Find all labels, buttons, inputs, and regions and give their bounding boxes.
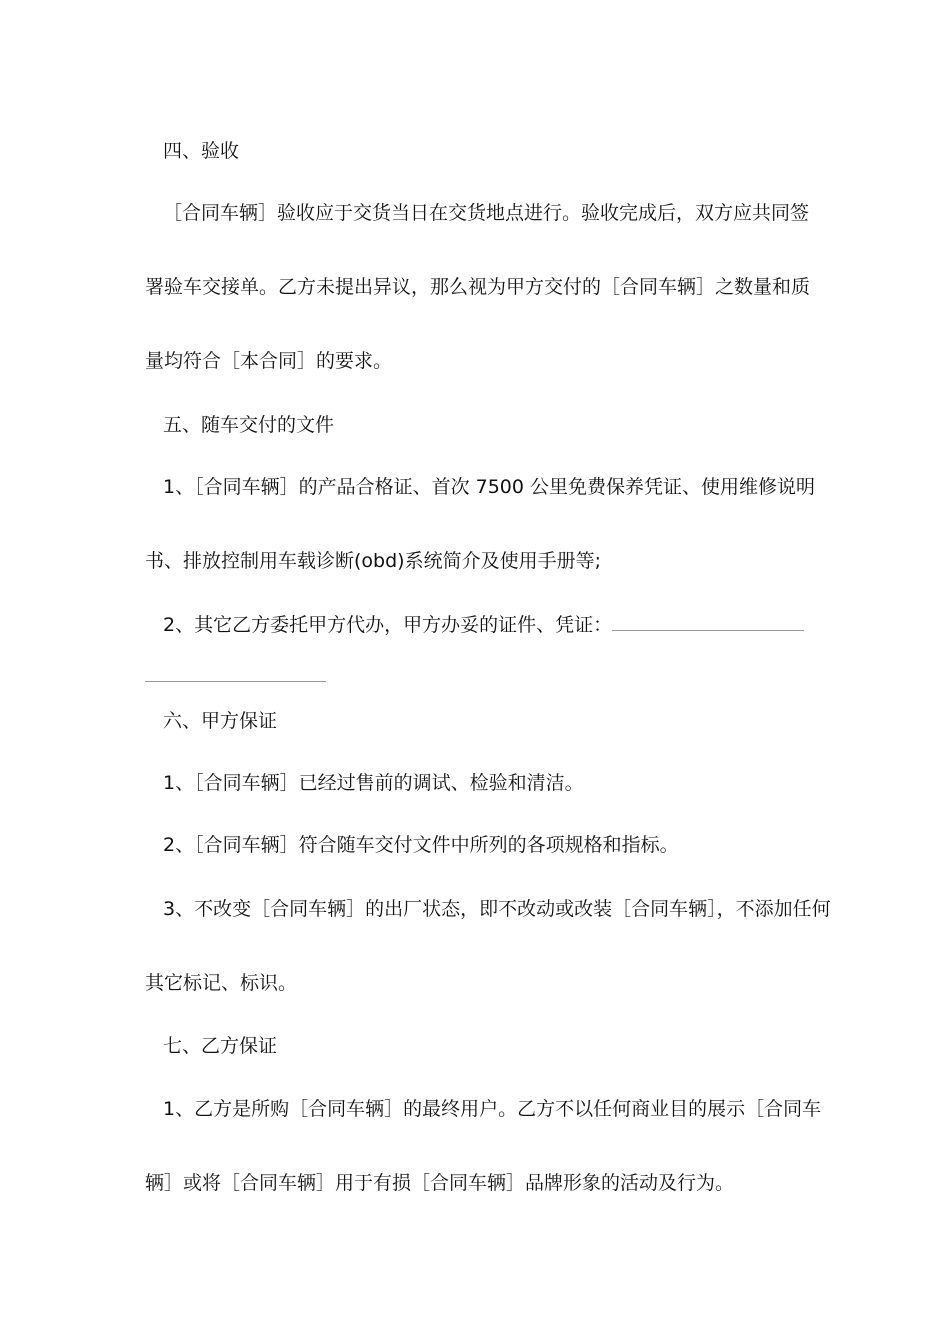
paragraph-line: ［合同车辆］验收应于交货当日在交货地点进行。验收完成后，双方应共同签 — [163, 202, 810, 224]
paragraph-line: 书、排放控制用车载诊断(obd)系统简介及使用手册等; — [145, 550, 601, 572]
section-heading-acceptance: 四、验收 — [163, 140, 240, 162]
fill-in-blank-line — [145, 681, 326, 682]
paragraph-line: 2、其它乙方委托甲方代办，甲方办妥的证件、凭证： — [163, 614, 613, 636]
paragraph-line: 辆］或将［合同车辆］用于有损［合同车辆］品牌形象的活动及行为。 — [145, 1172, 735, 1194]
paragraph-line: 1、乙方是所购［合同车辆］的最终用户。乙方不以任何商业目的展示［合同车 — [163, 1098, 822, 1120]
section-heading-documents: 五、随车交付的文件 — [163, 414, 335, 436]
paragraph-line: 量均符合［本合同］的要求。 — [145, 350, 393, 372]
paragraph-line: 署验车交接单。乙方未提出异议，那么视为甲方交付的［合同车辆］之数量和质 — [145, 276, 811, 298]
fill-in-blank-line — [612, 630, 804, 631]
paragraph-line: 其它标记、标识。 — [145, 972, 298, 994]
paragraph-line: 2、［合同车辆］符合随车交付文件中所列的各项规格和指标。 — [163, 834, 679, 856]
section-heading-party-b-guarantee: 七、乙方保证 — [163, 1035, 278, 1057]
section-heading-party-a-guarantee: 六、甲方保证 — [163, 710, 278, 732]
paragraph-line: 3、不改变［合同车辆］的出厂状态，即不改动或改装［合同车辆］，不添加任何 — [163, 898, 831, 920]
paragraph-line: 1、［合同车辆］已经过售前的调试、检验和清洁。 — [163, 772, 584, 794]
paragraph-line: 1、［合同车辆］的产品合格证、首次 7500 公里免费保养凭证、使用维修说明 — [163, 476, 816, 498]
